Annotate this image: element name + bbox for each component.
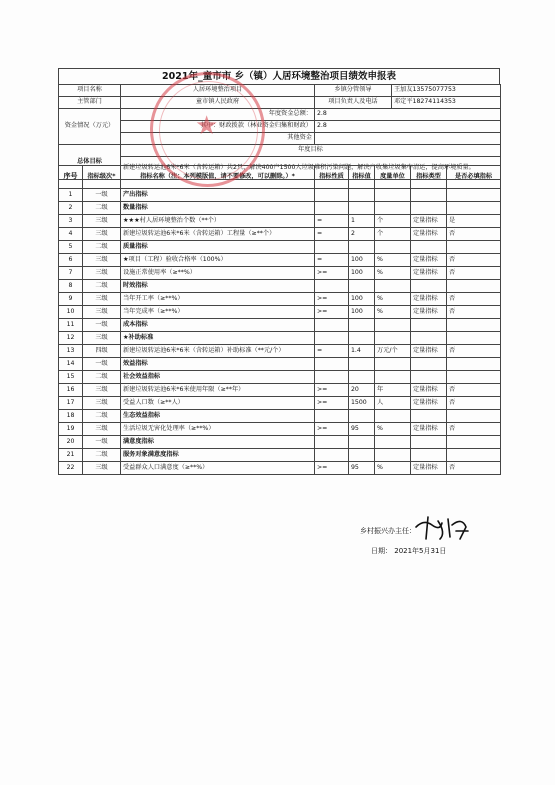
row-number: 12 <box>59 332 83 345</box>
table-row <box>59 267 501 280</box>
row-level: 三级 <box>83 215 121 228</box>
row-type: 定量指标 <box>411 293 447 306</box>
table-row <box>59 462 501 475</box>
row-type <box>411 436 447 449</box>
row-unit <box>375 358 411 371</box>
row-type <box>411 189 447 202</box>
row-value: 100 <box>349 293 375 306</box>
seal-star-icon: ★ <box>195 111 219 141</box>
township-manager-label: 乡镇分管领导 <box>315 85 392 97</box>
row-number: 11 <box>59 319 83 332</box>
row-number: 8 <box>59 280 83 293</box>
row-type <box>411 371 447 384</box>
row-indicator-name: 受益群众人口满意度（≥**%） <box>121 462 315 475</box>
row-level: 三级 <box>83 384 121 397</box>
row-level: 三级 <box>83 267 121 280</box>
row-required <box>447 449 501 462</box>
row-required <box>447 189 501 202</box>
overall-goal-label: 总体目标 <box>59 145 121 180</box>
table-row <box>59 293 501 306</box>
row-nature <box>315 371 349 384</box>
row-level: 二级 <box>83 241 121 254</box>
row-level: 一级 <box>83 358 121 371</box>
row-value <box>349 449 375 462</box>
row-number: 22 <box>59 462 83 475</box>
row-required <box>447 241 501 254</box>
row-required: 否 <box>447 423 501 436</box>
row-number: 4 <box>59 228 83 241</box>
row-value: 20 <box>349 384 375 397</box>
row-nature: >= <box>315 423 349 436</box>
row-required: 否 <box>447 384 501 397</box>
table-row <box>59 241 501 254</box>
row-type: 定量指标 <box>411 345 447 358</box>
table-row <box>59 280 501 293</box>
other-funds-label: 其他资金 <box>121 133 315 145</box>
row-indicator-name: 新建垃圾转运池6米*6米（含转运箱）补助标准（**元/个） <box>121 345 315 358</box>
project-name-value: 人居环境整治项目 <box>121 85 315 97</box>
table-row <box>59 410 501 423</box>
date-line <box>371 546 446 556</box>
row-unit: % <box>375 293 411 306</box>
row-indicator-name: 新建垃圾转运池6米*6米使用年限（≥**年） <box>121 384 315 397</box>
row-number: 14 <box>59 358 83 371</box>
row-type: 定量指标 <box>411 423 447 436</box>
row-value: 1500 <box>349 397 375 410</box>
row-level: 三级 <box>83 228 121 241</box>
table-row <box>59 306 501 319</box>
row-level: 二级 <box>83 371 121 384</box>
row-required: 否 <box>447 306 501 319</box>
row-indicator-name: 新建垃圾转运池6米*6米（含转运箱）工程量（≥**个） <box>121 228 315 241</box>
fiscal-label: 其中：财政拨款（林业资金归集和财政） <box>121 121 315 133</box>
row-indicator-name: 生态效益指标 <box>121 410 315 423</box>
row-required: 否 <box>447 228 501 241</box>
row-unit: 人 <box>375 397 411 410</box>
row-level: 一级 <box>83 189 121 202</box>
owner-label: 项目负责人及电话 <box>315 97 392 109</box>
row-nature <box>315 319 349 332</box>
row-indicator-name: 社会效益指标 <box>121 371 315 384</box>
row-nature: = <box>315 345 349 358</box>
row-indicator-name: 服务对象满意度指标 <box>121 449 315 462</box>
annual-goal-text: 新建垃圾转运池6米*6米（含转运箱）共2只，解决400户1500人垃圾堆积污染问题，解决户收集垃圾集中清运，提高环境质量。 <box>121 157 501 180</box>
row-required: 否 <box>447 267 501 280</box>
row-value: 1 <box>349 215 375 228</box>
row-indicator-name: 当年完成率（≥**%） <box>121 306 315 319</box>
row-required: 否 <box>447 397 501 410</box>
row-type <box>411 358 447 371</box>
dept-label: 主管部门 <box>59 97 121 109</box>
row-nature: = <box>315 254 349 267</box>
table-row <box>59 423 501 436</box>
row-required <box>447 410 501 423</box>
row-indicator-name: 成本指标 <box>121 319 315 332</box>
row-value: 2 <box>349 228 375 241</box>
header-nature: 指标性质 <box>315 166 349 189</box>
row-required: 是 <box>447 215 501 228</box>
row-number: 3 <box>59 215 83 228</box>
annual-goal-label: 年度目标 <box>121 145 501 157</box>
row-level: 三级 <box>83 332 121 345</box>
row-number: 16 <box>59 384 83 397</box>
row-type: 定量指标 <box>411 384 447 397</box>
row-nature <box>315 449 349 462</box>
row-nature <box>315 332 349 345</box>
row-unit <box>375 241 411 254</box>
row-value: 95 <box>349 423 375 436</box>
row-value <box>349 280 375 293</box>
row-level: 二级 <box>83 280 121 293</box>
indicator-rows <box>59 189 501 475</box>
row-unit: % <box>375 462 411 475</box>
row-value: 100 <box>349 306 375 319</box>
header-no: 序号 <box>59 166 83 189</box>
table-row <box>59 397 501 410</box>
row-number: 9 <box>59 293 83 306</box>
row-level: 四级 <box>83 345 121 358</box>
row-indicator-name: ★项目（工程）验收合格率（100%） <box>121 254 315 267</box>
row-number: 7 <box>59 267 83 280</box>
row-value <box>349 319 375 332</box>
row-nature <box>315 202 349 215</box>
row-unit: % <box>375 423 411 436</box>
row-value <box>349 202 375 215</box>
handwritten-signature <box>412 513 472 543</box>
row-value <box>349 241 375 254</box>
row-required: 否 <box>447 293 501 306</box>
row-type: 定量指标 <box>411 462 447 475</box>
row-nature: >= <box>315 267 349 280</box>
annual-total-label: 年度资金总额： <box>121 109 315 121</box>
row-level: 三级 <box>83 423 121 436</box>
row-nature: = <box>315 228 349 241</box>
row-type: 定量指标 <box>411 397 447 410</box>
row-unit <box>375 436 411 449</box>
township-manager-value: 王加友13575077753 <box>392 85 501 97</box>
row-unit: 个 <box>375 228 411 241</box>
row-nature: >= <box>315 397 349 410</box>
row-type: 定量指标 <box>411 228 447 241</box>
row-indicator-name: 设施正常使用率（≥**%） <box>121 267 315 280</box>
row-value <box>349 371 375 384</box>
row-number: 20 <box>59 436 83 449</box>
row-value: 1.4 <box>349 345 375 358</box>
row-value <box>349 410 375 423</box>
row-number: 6 <box>59 254 83 267</box>
row-indicator-name: 时效指标 <box>121 280 315 293</box>
row-level: 二级 <box>83 449 121 462</box>
row-unit <box>375 410 411 423</box>
header-value: 指标值 <box>349 166 375 189</box>
row-type <box>411 332 447 345</box>
row-unit <box>375 280 411 293</box>
row-required <box>447 371 501 384</box>
fiscal-value: 2.8 <box>315 121 501 133</box>
row-indicator-name: 当年开工率（≥**%） <box>121 293 315 306</box>
row-required <box>447 358 501 371</box>
row-unit: 个 <box>375 215 411 228</box>
row-unit: % <box>375 254 411 267</box>
row-unit <box>375 202 411 215</box>
row-level: 二级 <box>83 410 121 423</box>
row-number: 5 <box>59 241 83 254</box>
row-indicator-name: 质量指标 <box>121 241 315 254</box>
row-level: 三级 <box>83 462 121 475</box>
row-indicator-name: 效益指标 <box>121 358 315 371</box>
row-nature: >= <box>315 384 349 397</box>
row-value: 100 <box>349 267 375 280</box>
row-unit: % <box>375 267 411 280</box>
row-unit: 万元/个 <box>375 345 411 358</box>
table-row <box>59 254 501 267</box>
row-nature: = <box>315 215 349 228</box>
row-indicator-name: 满意度指标 <box>121 436 315 449</box>
office-director-label: 乡村振兴办主任： <box>360 527 416 535</box>
row-nature <box>315 280 349 293</box>
project-name-label: 项目名称 <box>59 85 121 97</box>
row-number: 1 <box>59 189 83 202</box>
row-number: 21 <box>59 449 83 462</box>
row-level: 三级 <box>83 306 121 319</box>
row-unit: 年 <box>375 384 411 397</box>
indicator-header-row <box>59 166 501 189</box>
row-required <box>447 319 501 332</box>
owner-value: 邓定平18274114353 <box>392 97 501 109</box>
table-row <box>59 202 501 215</box>
row-required <box>447 436 501 449</box>
row-type <box>411 280 447 293</box>
table-row <box>59 436 501 449</box>
row-unit <box>375 189 411 202</box>
row-unit: % <box>375 306 411 319</box>
row-number: 10 <box>59 306 83 319</box>
row-nature: >= <box>315 306 349 319</box>
row-value <box>349 332 375 345</box>
row-type <box>411 410 447 423</box>
row-type <box>411 449 447 462</box>
row-type <box>411 241 447 254</box>
table-row <box>59 228 501 241</box>
row-unit <box>375 371 411 384</box>
table-row <box>59 189 501 202</box>
row-nature: >= <box>315 462 349 475</box>
table-row <box>59 332 501 345</box>
row-indicator-name: ★补助标准 <box>121 332 315 345</box>
row-indicator-name: ★★★村人居环境整治个数（**个） <box>121 215 315 228</box>
row-level: 二级 <box>83 202 121 215</box>
row-number: 18 <box>59 410 83 423</box>
row-indicator-name: 受益人口数（≥**人） <box>121 397 315 410</box>
row-nature <box>315 189 349 202</box>
annual-total-value: 2.8 <box>315 109 501 121</box>
row-level: 三级 <box>83 397 121 410</box>
row-level: 三级 <box>83 254 121 267</box>
row-nature <box>315 410 349 423</box>
row-required <box>447 332 501 345</box>
table-row <box>59 384 501 397</box>
row-value <box>349 436 375 449</box>
row-type <box>411 202 447 215</box>
row-required: 否 <box>447 462 501 475</box>
row-unit <box>375 319 411 332</box>
table-row <box>59 358 501 371</box>
row-nature <box>315 241 349 254</box>
row-level: 一级 <box>83 319 121 332</box>
table-row <box>59 345 501 358</box>
row-required: 否 <box>447 345 501 358</box>
indicator-table <box>58 165 501 475</box>
table-row <box>59 319 501 332</box>
row-value: 95 <box>349 462 375 475</box>
row-indicator-name: 产出指标 <box>121 189 315 202</box>
date-label: 日期： <box>371 547 392 555</box>
table-row <box>59 215 501 228</box>
row-nature <box>315 436 349 449</box>
row-value: 100 <box>349 254 375 267</box>
row-type: 定量指标 <box>411 215 447 228</box>
row-number: 17 <box>59 397 83 410</box>
row-required <box>447 280 501 293</box>
row-value <box>349 189 375 202</box>
header-unit: 度量单位 <box>375 166 411 189</box>
row-type: 定量指标 <box>411 267 447 280</box>
row-number: 19 <box>59 423 83 436</box>
header-required: 是否必填指标 <box>447 166 501 189</box>
row-level: 一级 <box>83 436 121 449</box>
row-number: 15 <box>59 371 83 384</box>
row-value <box>349 358 375 371</box>
row-unit <box>375 332 411 345</box>
row-type: 定量指标 <box>411 254 447 267</box>
form-title: 2021年_童市市 乡（镇）人居环境整治项目绩效申报表 <box>58 68 500 84</box>
row-type: 定量指标 <box>411 306 447 319</box>
funds-label: 资金情况（万元） <box>59 109 121 145</box>
dept-value: 童市镇人民政府 <box>121 97 315 109</box>
row-unit <box>375 449 411 462</box>
table-row <box>59 371 501 384</box>
other-funds-value <box>315 133 501 145</box>
row-type <box>411 319 447 332</box>
header-name: 指标名称（注：本列模版值，请不要修改，可以删除。）* <box>121 166 315 189</box>
row-nature: >= <box>315 293 349 306</box>
row-indicator-name: 数量指标 <box>121 202 315 215</box>
row-nature <box>315 358 349 371</box>
table-row <box>59 449 501 462</box>
row-number: 13 <box>59 345 83 358</box>
header-level: 指标级次* <box>83 166 121 189</box>
row-required <box>447 202 501 215</box>
row-level: 三级 <box>83 293 121 306</box>
row-required: 否 <box>447 254 501 267</box>
header-type: 指标类型 <box>411 166 447 189</box>
row-number: 2 <box>59 202 83 215</box>
date-value: 2021年5月31日 <box>394 547 447 555</box>
row-indicator-name: 生活垃圾无害化处理率（≥**%） <box>121 423 315 436</box>
